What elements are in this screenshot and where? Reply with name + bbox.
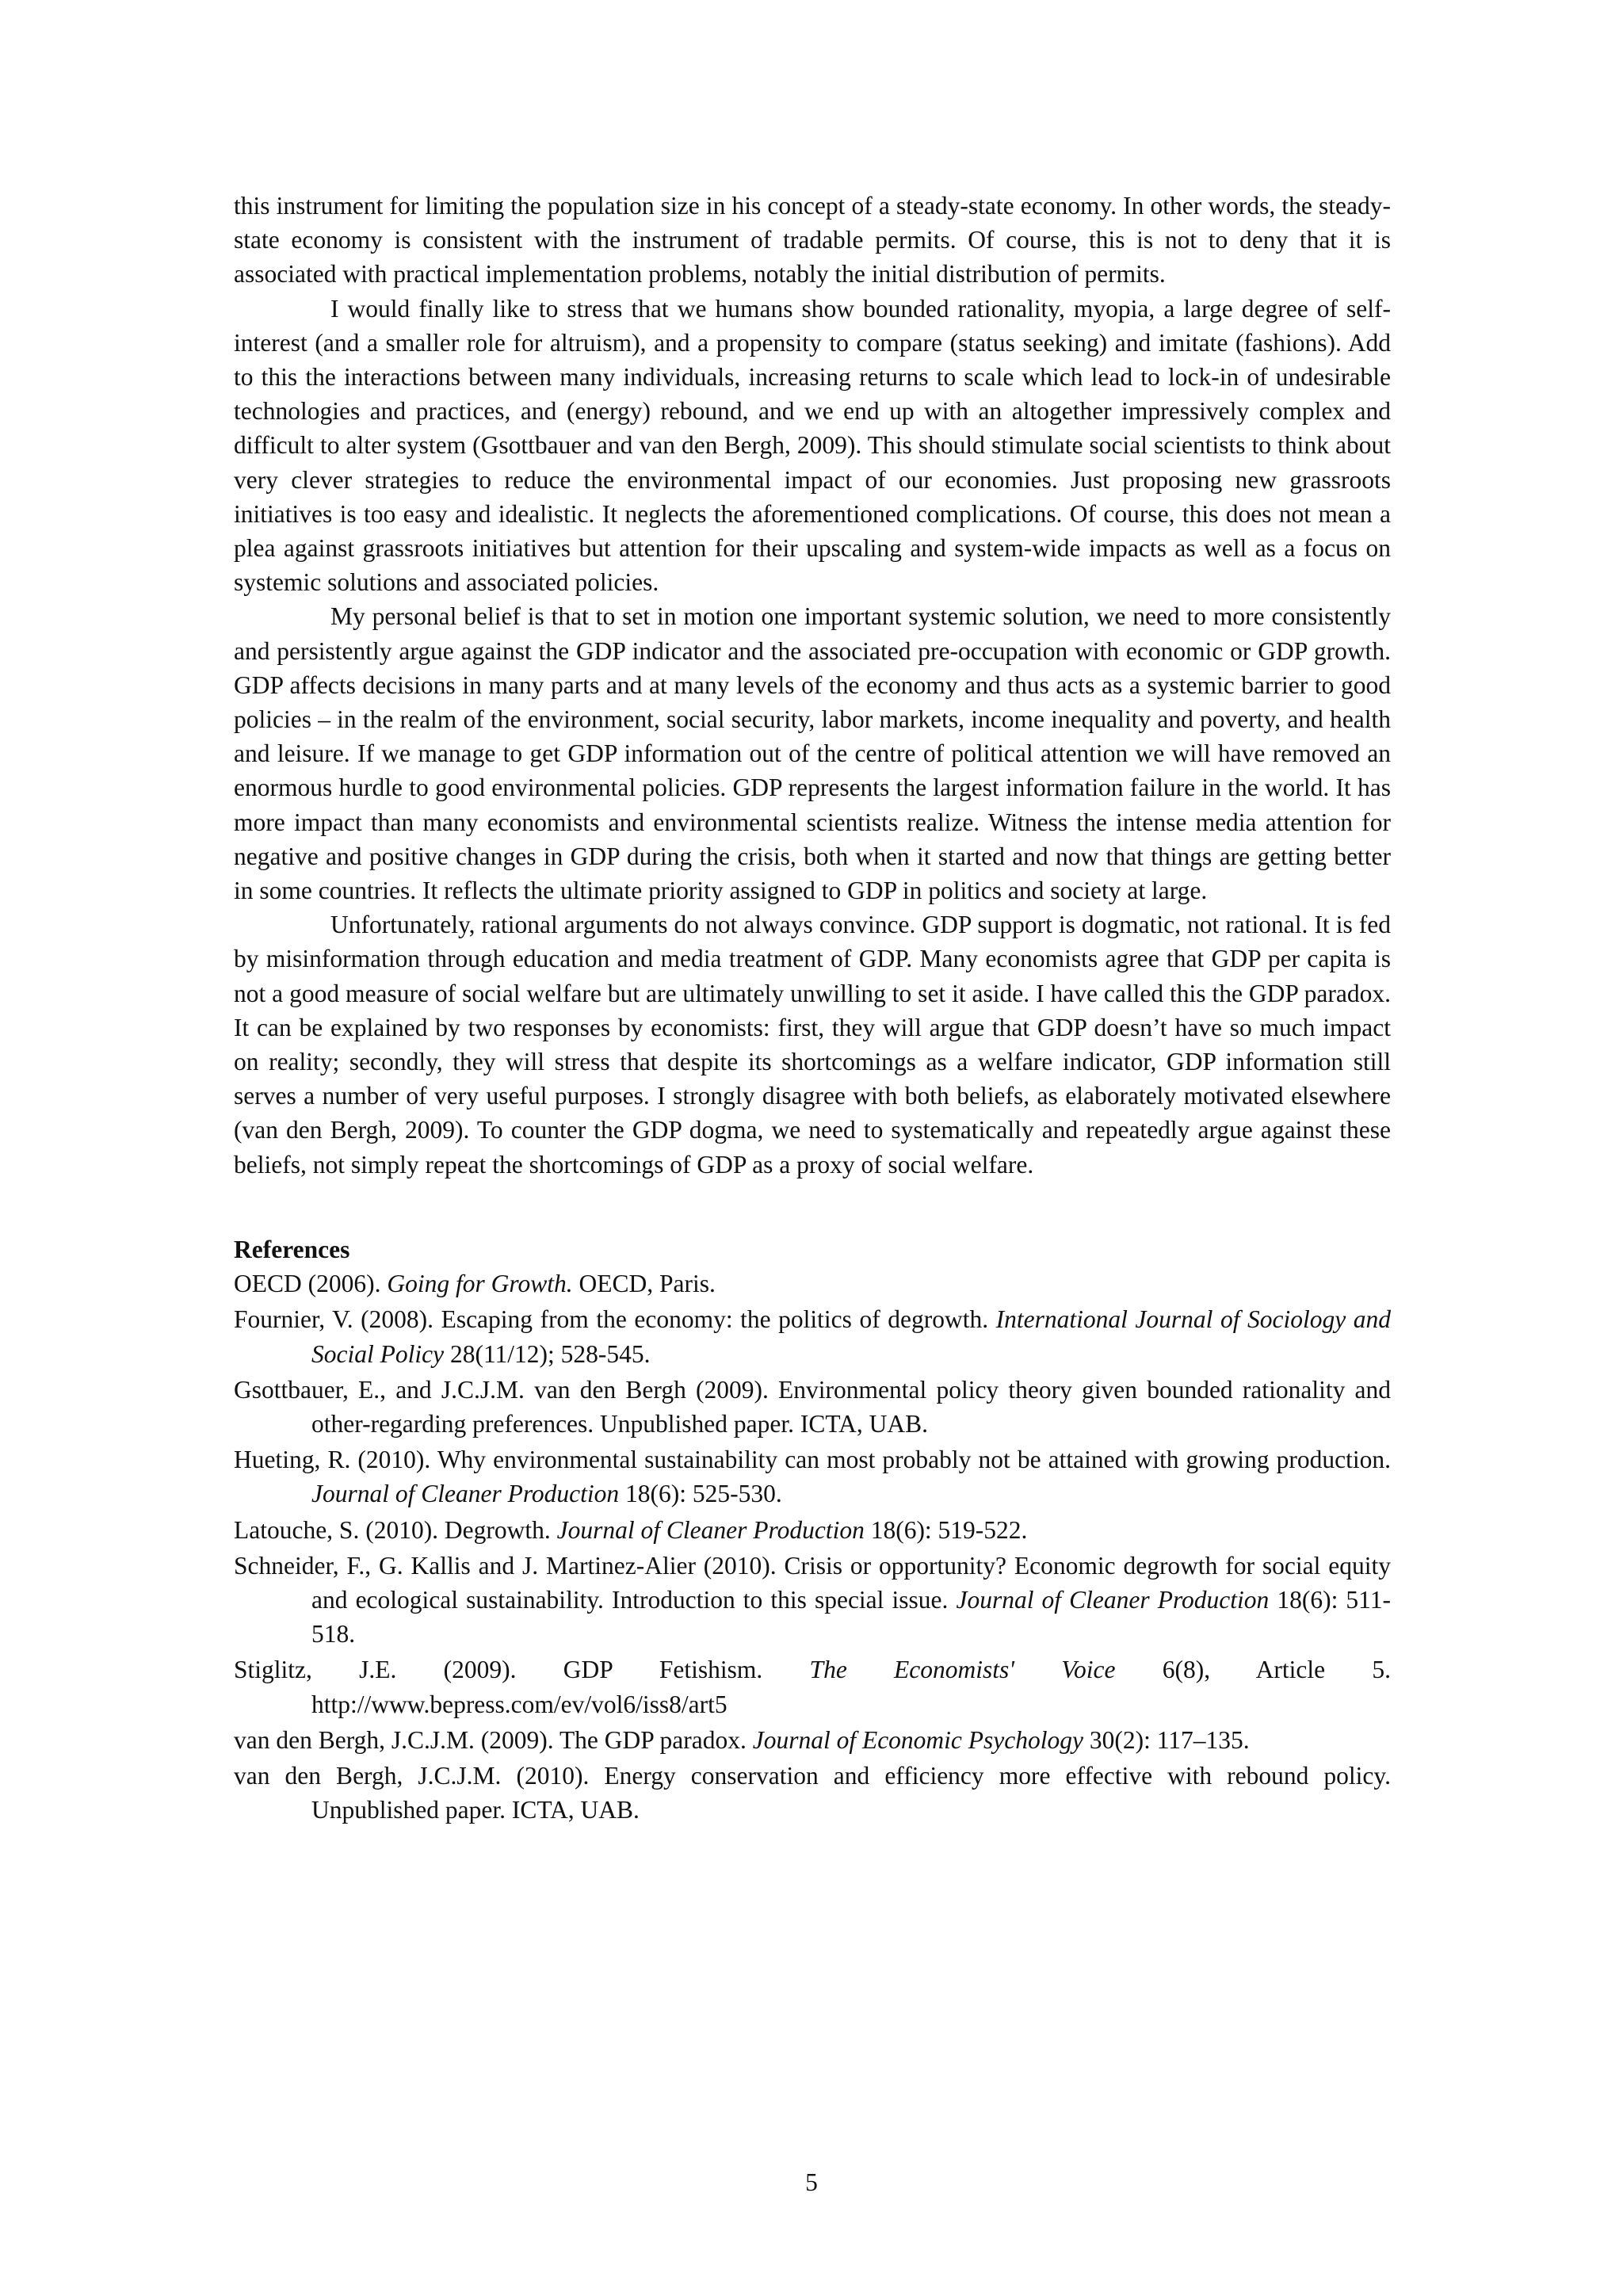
reference-text: OECD (2006). [234, 1270, 388, 1298]
references-heading: References [234, 1235, 350, 1263]
reference-italic: Journal of Cleaner Production [311, 1480, 620, 1508]
reference-text: 18(6): 511-518. [311, 1585, 1391, 1648]
reference-text: 28(11/12); 528-545. [444, 1339, 651, 1368]
reference-text: OECD, Paris. [572, 1270, 716, 1298]
reference-italic: Journal of Economic Psychology [752, 1725, 1083, 1754]
reference-item [234, 1549, 1391, 1652]
reference-item [234, 1723, 1391, 1757]
paragraph-3: My personal belief is that to set in motion one important systemic solution, we need to more consistently and persistently argue against the GDP indicator and the associated pre-occupation with economic or GDP growth. GDP affects decisions in many parts and at many levels of the economy and thus acts as a systemic barrier to good policies – in the realm of the environment, social security, labor markets, income inequality and poverty, and health and leisure. If we manage to get GDP information out of the centre of political attention we will have removed an enormous hurdle to good environmental policies. GDP represents the largest information failure in the world. It has more impact than many economists and environmental scientists realize. Witness the intense media attention for negative and positive changes in GDP during the crisis, both when it started and now that things are getting better in some countries. It reflects the ultimate priority assigned to GDP in politics and society at large. [234, 602, 1391, 905]
reference-item [234, 1513, 1391, 1547]
reference-text: Gsottbauer, E., and J.C.J.M. van den Bergh (2009). Environmental policy theory given bounded rationality and other-regarding preferences. Unpublished paper. ICTA, UAB. [234, 1375, 1391, 1438]
page-content [234, 189, 1391, 1827]
references-section [234, 1232, 1391, 1827]
reference-item [234, 1266, 1391, 1301]
reference-italic: International Journal of Sociology and Social Policy [311, 1305, 1391, 1368]
reference-text: 18(6): 519-522. [864, 1515, 1028, 1544]
reference-text: 6(8), Article 5. http://www.bepress.com/ev/vol6/iss8/art5 [311, 1656, 1391, 1718]
page-number: 5 [805, 2168, 818, 2196]
reference-text: van den Bergh, J.C.J.M. (2010). Energy conservation and efficiency more effective with rebound policy. Unpublished paper. ICTA, UAB. [234, 1761, 1391, 1824]
body-text [234, 189, 1391, 1182]
reference-item [234, 1442, 1391, 1511]
reference-item [234, 1302, 1391, 1370]
paragraph-2: I would finally like to stress that we humans show bounded rationality, myopia, a large degree of self-interest (and a smaller role for altruism), and a propensity to compare (status seeking) and imitate (fashions). Add to this the interactions between many individuals, increasing returns to scale which lead to lock-in of undesirable technologies and practices, and (energy) rebound, and we end up with an altogether impressively complex and difficult to alter system (Gsottbauer and van den Bergh, 2009). This should stimulate social scientists to think about very clever strategies to reduce the environmental impact of our economies. Just proposing new grassroots initiatives is too easy and idealistic. It neglects the aforementioned complications. Of course, this does not mean a plea against grassroots initiatives but attention for their upscaling and system-wide impacts as well as a focus on systemic solutions and associated policies. [234, 294, 1391, 597]
reference-text: 18(6): 525-530. [619, 1480, 782, 1508]
reference-text: Fournier, V. (2008). Escaping from the economy: the politics of degrowth. [234, 1305, 996, 1334]
reference-text: Latouche, S. (2010). Degrowth. [234, 1515, 557, 1544]
reference-text: van den Bergh, J.C.J.M. (2009). The GDP paradox. [234, 1725, 753, 1754]
reference-item [234, 1759, 1391, 1827]
paragraph-1: this instrument for limiting the population size in his concept of a steady-state economy. In other words, the steady-state economy is consistent with the instrument of tradable permits. Of course, this is not to deny that it is associated with practical implementation problems, notably the initial distribution of permits. [234, 192, 1391, 288]
reference-text: Stiglitz, J.E. (2009). GDP Fetishism. [234, 1656, 810, 1684]
reference-italic: The Economists' Voice [809, 1656, 1116, 1684]
reference-italic: Journal of Cleaner Production [556, 1515, 865, 1544]
reference-text: Hueting, R. (2010). Why environmental sustainability can most probably not be attained with growing production. [234, 1446, 1391, 1474]
paragraph-4: Unfortunately, rational arguments do not always convince. GDP support is dogmatic, not rational. It is fed by misinformation through education and media treatment of GDP. Many economists agree that GDP per capita is not a good measure of social welfare but are ultimately unwilling to set it aside. I have called this the GDP paradox. It can be explained by two responses by economists: first, they will argue that GDP doesn’t have so much impact on reality; secondly, they will stress that despite its shortcomings as a welfare indicator, GDP information still serves a number of very useful purposes. I strongly disagree with both beliefs, as elaborately motivated elsewhere (van den Bergh, 2009). To counter the GDP dogma, we need to systematically and repeatedly argue against these beliefs, not simply repeat the shortcomings of GDP as a proxy of social welfare. [234, 911, 1391, 1179]
reference-text: Schneider, F., G. Kallis and J. Martinez-Alier (2010). Crisis or opportunity? Economic degrowth for social equity and ecological sustainability. Introduction to this special issue. [234, 1551, 1391, 1614]
reference-item [234, 1373, 1391, 1441]
reference-italic: Going for Growth. [387, 1270, 573, 1298]
reference-text: 30(2): 117–135. [1083, 1725, 1250, 1754]
reference-italic: Journal of Cleaner Production [956, 1585, 1270, 1614]
reference-item [234, 1652, 1391, 1721]
